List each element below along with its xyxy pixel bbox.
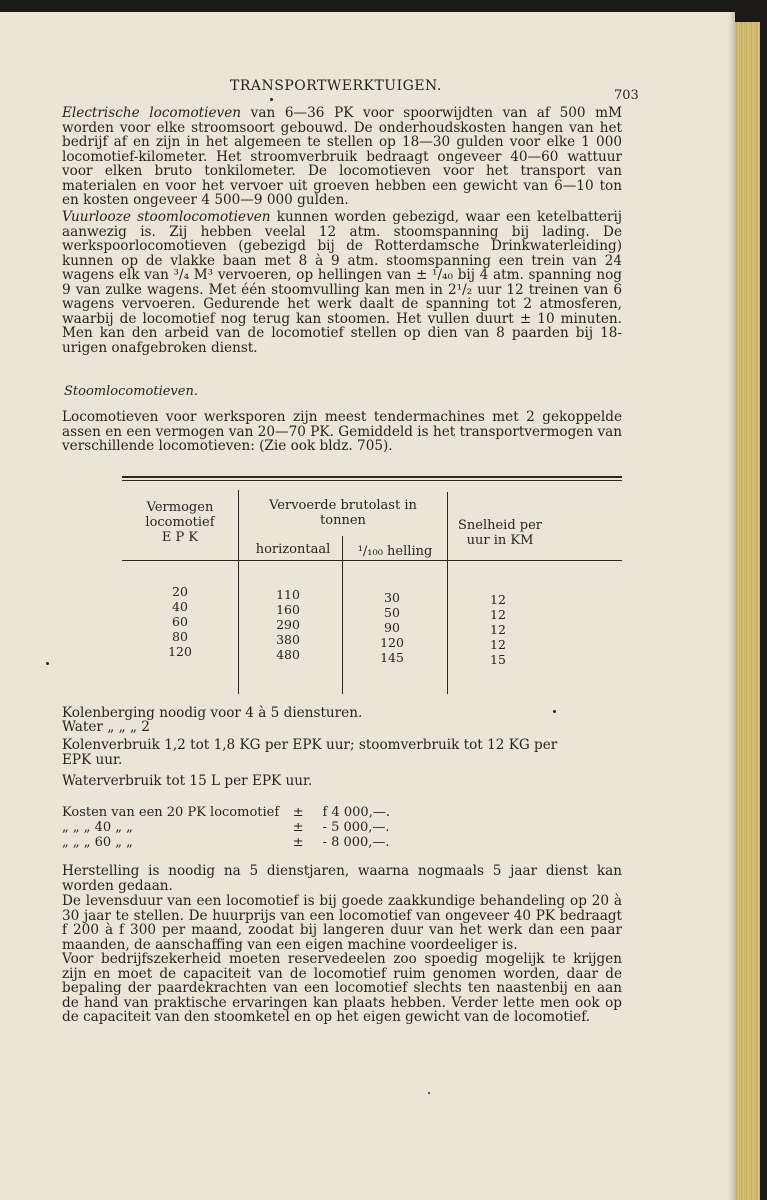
paragraph-text: van 6—36 PK voor spoorwijdten van af 500 mM worden voor elke stroomsoort gebouwd. De onderhoudskosten hangen van het bedrijf af en zijn in het algemeen te stellen op 18—30 gulden voor elke 1 000 locomotief-kilometer. Het stroomverbruik bedraagt ongeveer 40—60 wattuur voor elken bruto tonkilometer. De locomotieven voor het transport van materialen en voor het vervoer uit groeven hebben een gewicht van 6—10 ton en kosten ongeveer 4 500—9 000 gulden. [62,105,622,208]
cost-label: „ „ „ 40 „ „ [62,820,133,835]
note-kolenverbruik: Kolenverbruik 1,2 tot 1,8 KG per EPK uur; stoomverbruik tot 12 KG per [62,737,558,753]
paragraph-text: kunnen worden gebezigd, waar een ketelbatterij aanwezig is. Zij hebben veelal 12 atm. stoomspanning bij lading. De werkspoorlocomotieven (gebezigd bij de Rotterdamsche Drinkwaterleiding) kunnen op de vlakke baan met 8 à 9 atm. stoomspanning een trein van 24 wagens elk van ³/₄ M³ vervoeren, op hellingen van ± ¹/₄₀ bij 4 atm. spanning nog 9 van zulke wagens. Met één stoomvulling kan men in 2¹/₂ uur 12 treinen van 6 wagens vervoeren. Gedurende het werk daalt de spanning tot 2 atmosferen, waarbij de locomotief nog terug kan stoomen. Het vullen duurt ± 10 minuten. Men kan den arbeid van de locomotief stellen op dien van 8 paarden bij 18-urigen onafgebroken dienst. [62,209,623,356]
col-horizontaal [258,587,318,662]
col-helling [362,590,422,665]
paragraph-herstelling: Herstelling is noodig na 5 dienstjaren, waarna nogmaals 5 jaar dienst kan worden gedaan. [62,863,622,894]
table-cell: 145 [380,650,404,665]
table-cell: 20 [172,584,188,599]
cost-value: - 5 000,—. [322,820,390,835]
cost-row [62,805,422,820]
col-header-horizontaal: horizontaal [255,542,331,557]
cost-sign: ± [292,820,304,835]
speck [46,662,49,665]
table-vline-1 [238,490,239,694]
col-snelheid [468,592,528,667]
table-cell: 12 [490,622,506,637]
cost-value: - 8 000,—. [322,835,390,850]
table-cell: 120 [168,644,192,659]
costs-list [62,805,422,850]
table-cell: 12 [490,607,506,622]
speck [553,710,556,713]
paragraph-fireless-locomotives [62,210,622,355]
note-waterverbruik: Waterverbruik tot 15 L per EPK uur. [62,773,313,789]
running-header: TRANSPORTWERKTUIGEN. [230,78,442,94]
table-cell: 40 [172,599,188,614]
table-cell: 120 [380,635,404,650]
table-cell: 90 [384,620,400,635]
cost-sign: ± [292,805,304,820]
col-header-helling: ¹/₁₀₀ helling [357,544,433,559]
book-page [0,12,735,1200]
cost-label: „ „ „ 60 „ „ [62,835,133,850]
table-cell: 12 [490,592,506,607]
table-top-rule-thin [122,480,622,481]
table-cell: 80 [172,629,188,644]
note-water: Water „ „ „ 2 [62,719,150,735]
table-cell: 480 [276,647,300,662]
cost-value: f 4 000,—. [322,805,390,820]
cost-label: Kosten van een 20 PK locomotief [62,805,280,820]
table-cell: 30 [384,590,400,605]
col-header-vermogen: Vermogen locomotief E P K [145,500,215,545]
note-kolenverbruik-cont: EPK uur. [62,752,123,768]
cost-row [62,820,422,835]
col-epk [150,584,210,659]
cost-row [62,835,422,850]
paragraph-levensduur: De levensduur van een locomotief is bij goede zaakkundige behandeling op 20 à 30 jaar te stellen. De huurprijs van een locomotief van ongeveer 40 PK bedraagt f 200 à f 300 per maand, zoodat bij langeren duur van het werk dan een paar maanden, de aanschaffing van een eigen machine voordeeliger is. [62,893,622,953]
table-header-rule [122,560,622,561]
header-dot [270,98,273,101]
table-top-rule [122,476,622,478]
paragraph-bedrijfszekerheid: Voor bedrijfszekerheid moeten reservedeelen zoo spoedig mogelijk te krijgen zijn en moet de capaciteit van de locomotief ruim genomen worden, daar de bepaling der paardekrachten van een locomotief slechts ten naastenbij en aan de hand van praktische ervaringen kan plaats hebben. Verder lette men ook op de capaciteit van den stoomketel en op het eigen gewicht van de locomotief. [62,951,622,1025]
table-cell: 60 [172,614,188,629]
table-cell: 15 [490,652,506,667]
table-vline-2 [342,536,343,694]
table-vline-3 [447,492,448,694]
table-cell: 160 [276,602,300,617]
paragraph-intro: Locomotieven voor werksporen zijn meest tendermachines met 2 gekoppelde assen en een vermogen van 20—70 PK. Gemiddeld is het transportvermogen van verschillende locomotieven: (Zie ook bldz. 705). [62,409,622,454]
table-cell: 110 [276,587,300,602]
note-kolenberging: Kolenberging noodig voor 4 à 5 diensturen. [62,705,363,721]
page-edges [735,22,760,1200]
table-cell: 380 [276,632,300,647]
speck [428,1092,430,1094]
term-vuurlooze-stoomlocomotieven: Vuurlooze stoomlocomotieven [62,209,271,225]
table-cell: 12 [490,637,506,652]
table-cell: 290 [276,617,300,632]
cost-sign: ± [292,835,304,850]
col-header-brutolast: Vervoerde brutolast in tonnen [269,498,417,528]
subheading-steam-locomotives: Stoomlocomotieven. [64,384,198,399]
col-header-snelheid: Snelheid per uur in KM [457,518,543,548]
page-number: 703 [614,88,639,103]
paragraph-electric-locomotives [62,106,622,208]
table-cell: 50 [384,605,400,620]
term-electrische-locomotieven: Electrische locomotieven [62,105,242,121]
